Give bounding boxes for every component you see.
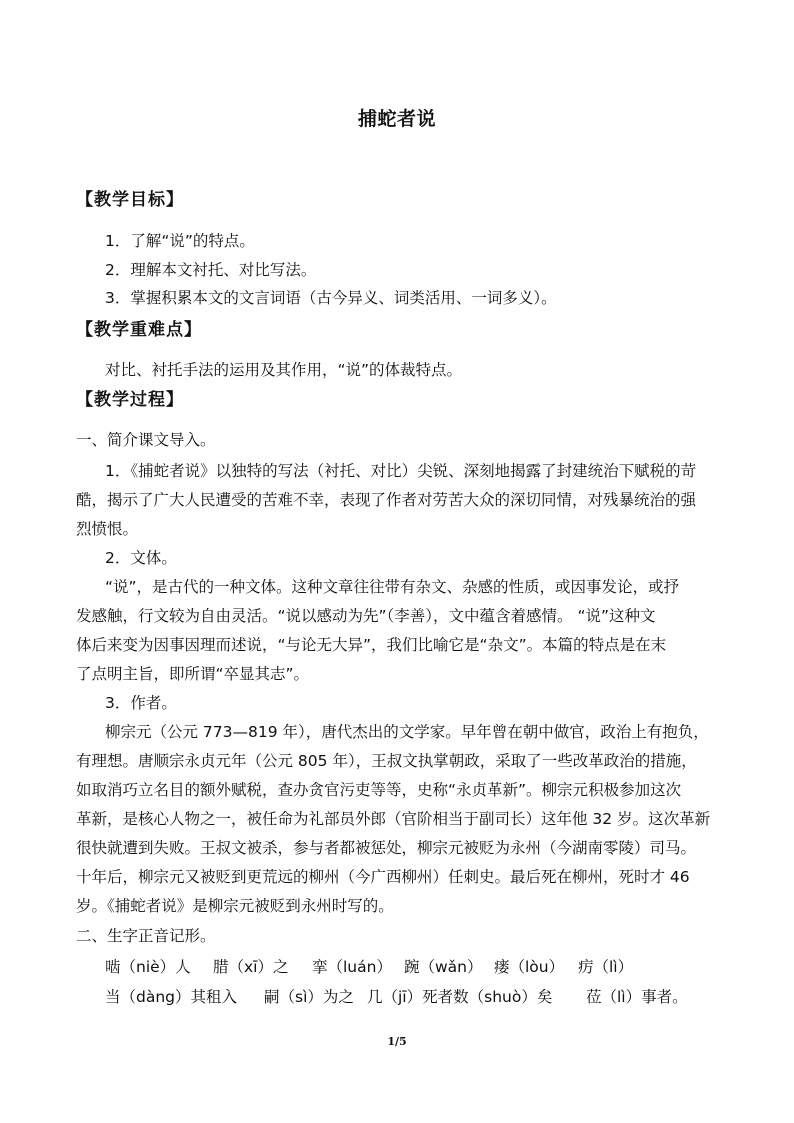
page-number: 1/5 — [387, 1035, 407, 1048]
key-points-text: 对比、衬托手法的运用及其作用，“说”的体裁特点。 — [105, 361, 463, 379]
vocab-item: 踠（wǎn） — [404, 958, 483, 976]
process-heading: 【教学过程】 — [76, 390, 184, 410]
objective-item-3: 3．掌握积累本文的文言词语（古今异义、词类活用、一词多义）。 — [105, 289, 557, 307]
author-line-1: 柳宗元（公元 773—819 年），唐代杰出的文学家。早年曾在朝中做官，政治上有抱负， — [105, 723, 709, 741]
vocab-item: 几（jī）死者数（shuò）矣 — [367, 988, 553, 1006]
part2-heading: 二、生字正音记形。 — [76, 927, 216, 945]
author-line-4: 革新，是核心人物之一，被任命为礼部员外郎（官阶相当于副司长）这年他 32 岁。这次革新 — [76, 810, 711, 828]
key-points-heading: 【教学重难点】 — [76, 320, 202, 340]
author-line-7: 岁。《捕蛇者说》是柳宗元被贬到永州时写的。 — [76, 897, 394, 915]
intro-line-1: 1．《捕蛇者说》以独特的写法（衬托、对比）尖锐、深刻地揭露了封建统治下赋税的苛 — [105, 462, 697, 480]
vocab-item: 当（dàng）其租入 — [105, 988, 238, 1006]
genre-line-1: “说”，是古代的一种文体。这种文章往往带有杂文、杂感的性质，或因事发论，或抒 — [105, 578, 680, 596]
objective-item-2: 2．理解本文衬托、对比写法。 — [105, 261, 317, 279]
genre-title: 2．文体。 — [105, 549, 177, 567]
genre-line-3: 体后来变为因事因理而述说，“与论无大异”，我们比喻它是“杂文”。本篇的特点是在末 — [76, 636, 667, 654]
vocab-item: 疠（lì） — [578, 958, 634, 976]
vocab-item: 啮（niè）人 — [105, 958, 191, 976]
intro-line-3: 烈愤恨。 — [76, 520, 139, 538]
objectives-heading: 【教学目标】 — [76, 190, 184, 210]
objective-item-1: 1．了解“说”的特点。 — [105, 232, 255, 250]
vocab-item: 莅（lì）事者。 — [586, 988, 688, 1006]
author-line-5: 很快就遭到失败。王叔文被杀，参与者都被惩处，柳宗元被贬为永州（今湖南零陵）司马。 — [76, 839, 697, 857]
genre-line-4: 了点明主旨，即所谓“卒显其志”。 — [76, 665, 310, 683]
author-line-3: 如取消巧立名目的额外赋税，查办贪官污吏等等，史称“永贞革新”。柳宗元积极参加这次 — [76, 781, 682, 799]
document-title: 捕蛇者说 — [357, 108, 436, 130]
vocab-item: 挛（luán） — [312, 958, 392, 976]
intro-line-2: 酷，揭示了广大人民遭受的苦难不幸，表现了作者对劳苦大众的深切同情，对残暴统治的强 — [76, 491, 697, 509]
author-line-2: 有理想。唐顺宗永贞元年（公元 805 年），王叔文执掌朝政，采取了一些改革政治的措施， — [76, 752, 697, 770]
vocab-item: 嗣（sì）为之 — [264, 988, 354, 1006]
author-title: 3．作者。 — [105, 694, 177, 712]
genre-line-2: 发感触，行文较为自由灵活。“说以感动为先”（李善），文中蕴含着感情。 “说”这种文 — [76, 607, 656, 625]
author-line-6: 十年后，柳宗元又被贬到更荒远的柳州（今广西柳州）任刺史。最后死在柳州，死时才 46 — [76, 868, 690, 886]
part1-heading: 一、简介课文导入。 — [76, 431, 216, 449]
vocab-item: 瘘（lòu） — [494, 958, 565, 976]
vocab-item: 腊（xī）之 — [213, 958, 289, 976]
